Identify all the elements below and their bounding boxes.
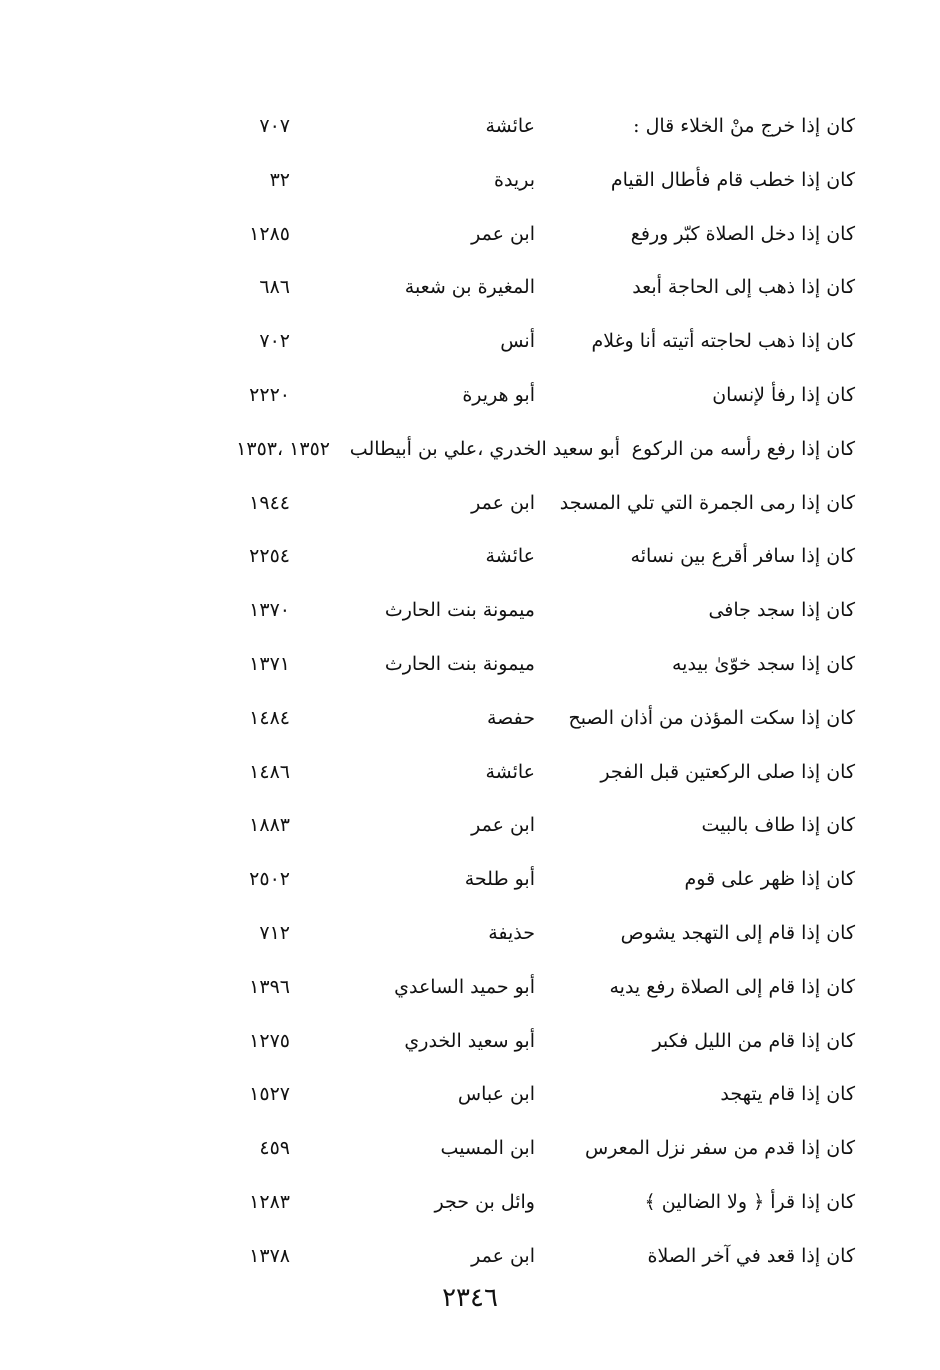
hadith-number: ١٣٩٦ [249,975,290,998]
table-row [220,530,860,584]
narrator-name: ابن عمر [471,814,535,837]
hadith-text: كان إذا ذهب لحاجته أتيته أنا وغلام [591,330,855,353]
narrator-name: أبو هريرة [462,383,535,406]
narrator-name: عائشة [485,115,535,137]
hadith-text: كان إذا طاف بالبيت [701,814,855,837]
hadith-text: كان إذا سجد خوّىٰ بيديه [671,652,855,675]
hadith-text: كان إذا ظهر على قوم [684,868,855,891]
hadith-number: ١٥٢٧ [249,1083,290,1106]
hadith-text: كان إذا سافر أقرع بين نسائه [630,545,855,568]
narrator-name: ابن عمر [471,491,535,514]
table-row [220,208,860,262]
hadith-number: ١٣٥٢ ،١٣٥٣ [236,437,330,460]
table-row [220,1122,860,1176]
narrator-name: بريدة [494,168,535,191]
narrator-name: أبو حميد الساعدي [394,975,535,998]
table-row [220,638,860,692]
narrator-name: ابن المسيب [440,1137,535,1160]
hadith-text: كان إذا صلى الركعتين قبل الفجر [600,760,855,783]
table-row [220,1176,860,1230]
hadith-text: كان إذا دخل الصلاة كبّر ورفع [630,222,855,245]
hadith-text: كان إذا قام إلى التهجد يشوص [620,921,855,944]
hadith-number: ٦٨٦ [259,276,290,299]
narrator-name: عائشة [485,760,535,783]
hadith-text: كان إذا خطب قام فأطال القيام [610,168,855,191]
hadith-number: ٢٢٥٤ [249,545,290,568]
hadith-text: كان إذا ذهب إلى الحاجة أبعد [632,276,855,299]
narrator-name: أبو سعيد الخدري [404,1029,535,1052]
narrator-name: ابن عباس [457,1083,535,1106]
hadith-text: كان إذا خرج منْ الخلاء قال : [633,115,855,137]
hadith-number: ٧٠٢ [259,330,290,353]
hadith-text: كان إذا سجد جافى [708,599,855,622]
table-row [220,1015,860,1069]
table-row [220,369,860,423]
narrator-name: ميمونة بنت الحارث [384,599,535,622]
narrator-name: عائشة [485,545,535,568]
hadith-number: ٢٢٢٠ [249,383,290,406]
narrator-name: المغيرة بن شعبة [404,276,535,299]
hadith-number: ١٢٨٥ [249,222,290,245]
hadith-number: ١٣٧٠ [249,599,290,622]
table-row [220,477,860,531]
hadith-text: كان إذا رمى الجمرة التي تلي المسجد [559,491,855,514]
table-row [220,799,860,853]
hadith-text: كان إذا قام من الليل فكبر [652,1029,855,1052]
table-row [220,423,860,477]
hadith-number: ٢٥٠٢ [249,868,290,891]
hadith-text: كان إذا رفع رأسه من الركوع [631,437,855,460]
narrator-name: حفصة [486,706,535,729]
hadith-number: ١٤٨٤ [249,706,290,729]
hadith-number: ٤٥٩ [259,1137,290,1160]
hadith-text: كان إذا قام يتهجد [720,1083,855,1106]
narrator-name: ابن عمر [471,1244,535,1267]
table-row [220,853,860,907]
hadith-text: كان إذا قعد في آخر الصلاة [647,1244,855,1267]
hadith-number: ١٢٨٣ [249,1190,290,1213]
hadith-number: ١٢٧٥ [249,1029,290,1052]
table-row [220,692,860,746]
hadith-number: ٣٢ [269,168,290,191]
hadith-number: ٧١٢ [259,921,290,944]
narrator-name: أبو سعيد الخدري ،علي بن أبيطالب [349,437,620,460]
table-row [220,1230,860,1284]
hadith-number: ١٣٧١ [249,652,290,675]
hadith-text: كان إذا قدم من سفر نزل المعرس [585,1137,855,1160]
page-number: ٢٣٤٦ [442,1283,498,1313]
hadith-number: ١٩٤٤ [249,491,290,514]
table-row [220,746,860,800]
table-row [220,100,860,154]
hadith-text: كان إذا قرأ ﴿ ولا الضالين ﴾ [644,1190,855,1213]
table-row [220,315,860,369]
table-row [220,907,860,961]
narrator-name: ميمونة بنت الحارث [384,652,535,675]
table-row [220,1068,860,1122]
hadith-number: ١٨٨٣ [249,814,290,837]
table-row [220,154,860,208]
hadith-text: كان إذا رفأ لإنسان [712,383,855,406]
hadith-text: كان إذا سكت المؤذن من أذان الصبح [568,706,855,729]
narrator-name: حذيفة [488,921,535,944]
narrator-name: أنس [500,330,535,353]
hadith-number: ١٤٨٦ [249,760,290,783]
hadith-number: ١٣٧٨ [249,1244,290,1267]
table-row [220,261,860,315]
hadith-number: ٧٠٧ [259,115,290,137]
narrator-name: ابن عمر [471,222,535,245]
narrator-name: وائل بن حجر [434,1190,535,1213]
table-row [220,584,860,638]
table-row [220,961,860,1015]
hadith-text: كان إذا قام إلى الصلاة رفع يديه [609,975,855,998]
hadith-index-table [220,100,860,1284]
narrator-name: أبو طلحة [464,868,535,891]
